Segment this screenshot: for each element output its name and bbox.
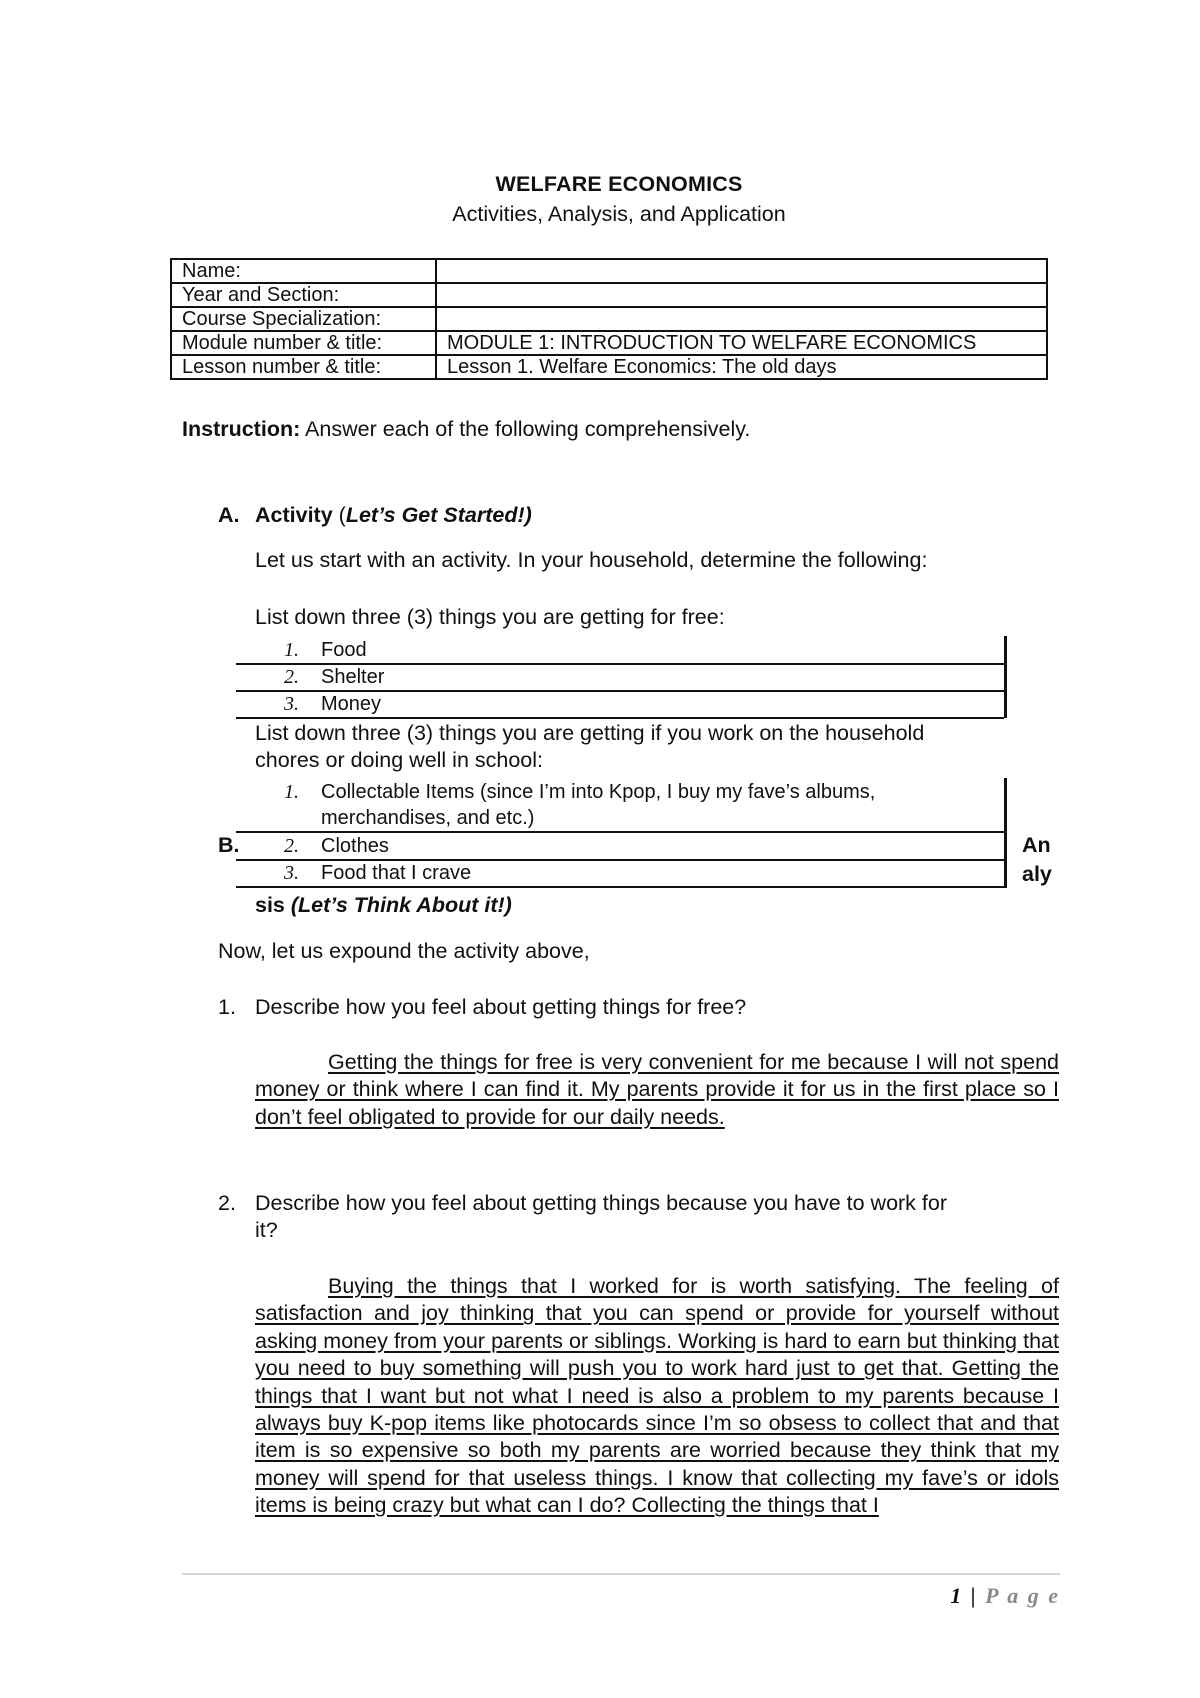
list-text: Clothes xyxy=(321,835,389,857)
lesson-label: Lesson number & title: xyxy=(171,355,436,379)
list-item xyxy=(236,637,1004,665)
module-field[interactable]: MODULE 1: INTRODUCTION TO WELFARE ECONOMICS xyxy=(436,331,1047,355)
year-section-field[interactable] xyxy=(436,283,1047,307)
course-label: Course Specialization: xyxy=(171,307,436,331)
section-b-letter: B. xyxy=(218,833,240,857)
list-num: 3. xyxy=(284,693,299,715)
list-num: 3. xyxy=(284,862,299,884)
section-a-intro: Let us start with an activity. In your household, determine the following: xyxy=(255,548,928,572)
document-title: WELFARE ECONOMICS xyxy=(495,172,743,196)
page-label: P a g e xyxy=(985,1583,1060,1608)
section-b-title-part1: An xyxy=(1022,833,1051,857)
question-2-line1: Describe how you feel about getting things because you have to work for xyxy=(255,1191,947,1215)
table-row xyxy=(171,307,1047,331)
table-row xyxy=(171,331,1047,355)
list1-prompt: List down three (3) things you are getting for free: xyxy=(255,605,725,629)
table-row xyxy=(171,355,1047,379)
section-a-subtitle: Let’s Get Started!) xyxy=(345,503,532,527)
table-row xyxy=(171,259,1047,283)
name-label: Name: xyxy=(171,259,436,283)
question-1-text: Describe how you feel about getting things for free? xyxy=(255,995,747,1019)
list-item xyxy=(236,664,1004,692)
section-a-title xyxy=(255,502,532,529)
instruction-text: Answer each of the following comprehensively. xyxy=(300,417,751,441)
year-section-label: Year and Section: xyxy=(171,283,436,307)
name-field[interactable] xyxy=(436,259,1047,283)
list-item xyxy=(236,860,1004,888)
list2-prompt-line2: chores or doing well in school: xyxy=(255,748,544,772)
list1-right-border xyxy=(1004,636,1007,718)
document-subtitle: Activities, Analysis, and Application xyxy=(452,202,786,226)
student-info-table xyxy=(170,258,1048,380)
course-field[interactable] xyxy=(436,307,1047,331)
list-text-line1: Collectable Items (since I’m into Kpop, I buy my fave’s albums, xyxy=(321,781,876,803)
instruction xyxy=(182,416,750,443)
instruction-label: Instruction: xyxy=(182,417,301,441)
list2-prompt-line1: List down three (3) things you are getting if you work on the household xyxy=(255,721,925,745)
section-b-title-part2: aly xyxy=(1022,862,1052,886)
list-num: 1. xyxy=(284,639,299,661)
list-text: Money xyxy=(321,693,382,715)
section-b-subtitle: (Let’s Think About it!) xyxy=(290,893,512,917)
page-number-footer xyxy=(950,1583,1060,1609)
section-b-title-line xyxy=(255,892,512,919)
section-b-title-part3: sis xyxy=(255,893,285,917)
list-text-line2: merchandises, and etc.) xyxy=(321,807,535,829)
table-row xyxy=(171,283,1047,307)
list2-right-border xyxy=(1004,778,1007,888)
section-a-title-text: Activity xyxy=(255,503,333,527)
answer-2: Buying the things that I worked for is worth satisfying. The feeling of satisfaction and joy thinking that you can spend or provide for yourself without asking money from your parents or siblings. Working is hard to earn but thinking that you need to buy something will push you to work hard just to get that. Getting the things that I want but not what I need is also a problem to my parents because I always buy K-pop items like photocards since I’m so obsess to collect that and that item is so expensive so both my parents are worried because they think that my money will spend for that useless things. I know that collecting my fave’s or idols items is being crazy but what can I do? Collecting the things that I xyxy=(255,1274,1059,1518)
module-label: Module number & title: xyxy=(171,331,436,355)
list-item xyxy=(236,779,1004,833)
list-num: 2. xyxy=(284,666,299,688)
question-2-line2: it? xyxy=(255,1218,278,1242)
section-a-heading xyxy=(218,502,240,529)
answer-1: Getting the things for free is very convenient for me because I will not spend money or think where I can find it. My parents provide it for us in the first place so I don’t feel obligated to provide for our daily needs. xyxy=(255,1050,1059,1129)
page-separator: | xyxy=(963,1583,986,1608)
list-text: Shelter xyxy=(321,666,385,688)
footer-divider xyxy=(182,1573,1060,1575)
list-num: 2. xyxy=(284,835,299,857)
question-1-number: 1. xyxy=(218,995,236,1019)
question-2-number: 2. xyxy=(218,1191,236,1215)
list-item xyxy=(236,833,1004,861)
list-num: 1. xyxy=(284,781,299,803)
list-item xyxy=(236,691,1004,719)
section-b-intro: Now, let us expound the activity above, xyxy=(218,939,590,963)
page-number: 1 xyxy=(950,1583,964,1608)
lesson-field[interactable]: Lesson 1. Welfare Economics: The old days xyxy=(436,355,1047,379)
list-text: Food xyxy=(321,639,367,661)
list-text: Food that I crave xyxy=(321,862,472,884)
section-a-paren: ( xyxy=(332,503,346,527)
section-a-letter: A. xyxy=(218,503,240,527)
